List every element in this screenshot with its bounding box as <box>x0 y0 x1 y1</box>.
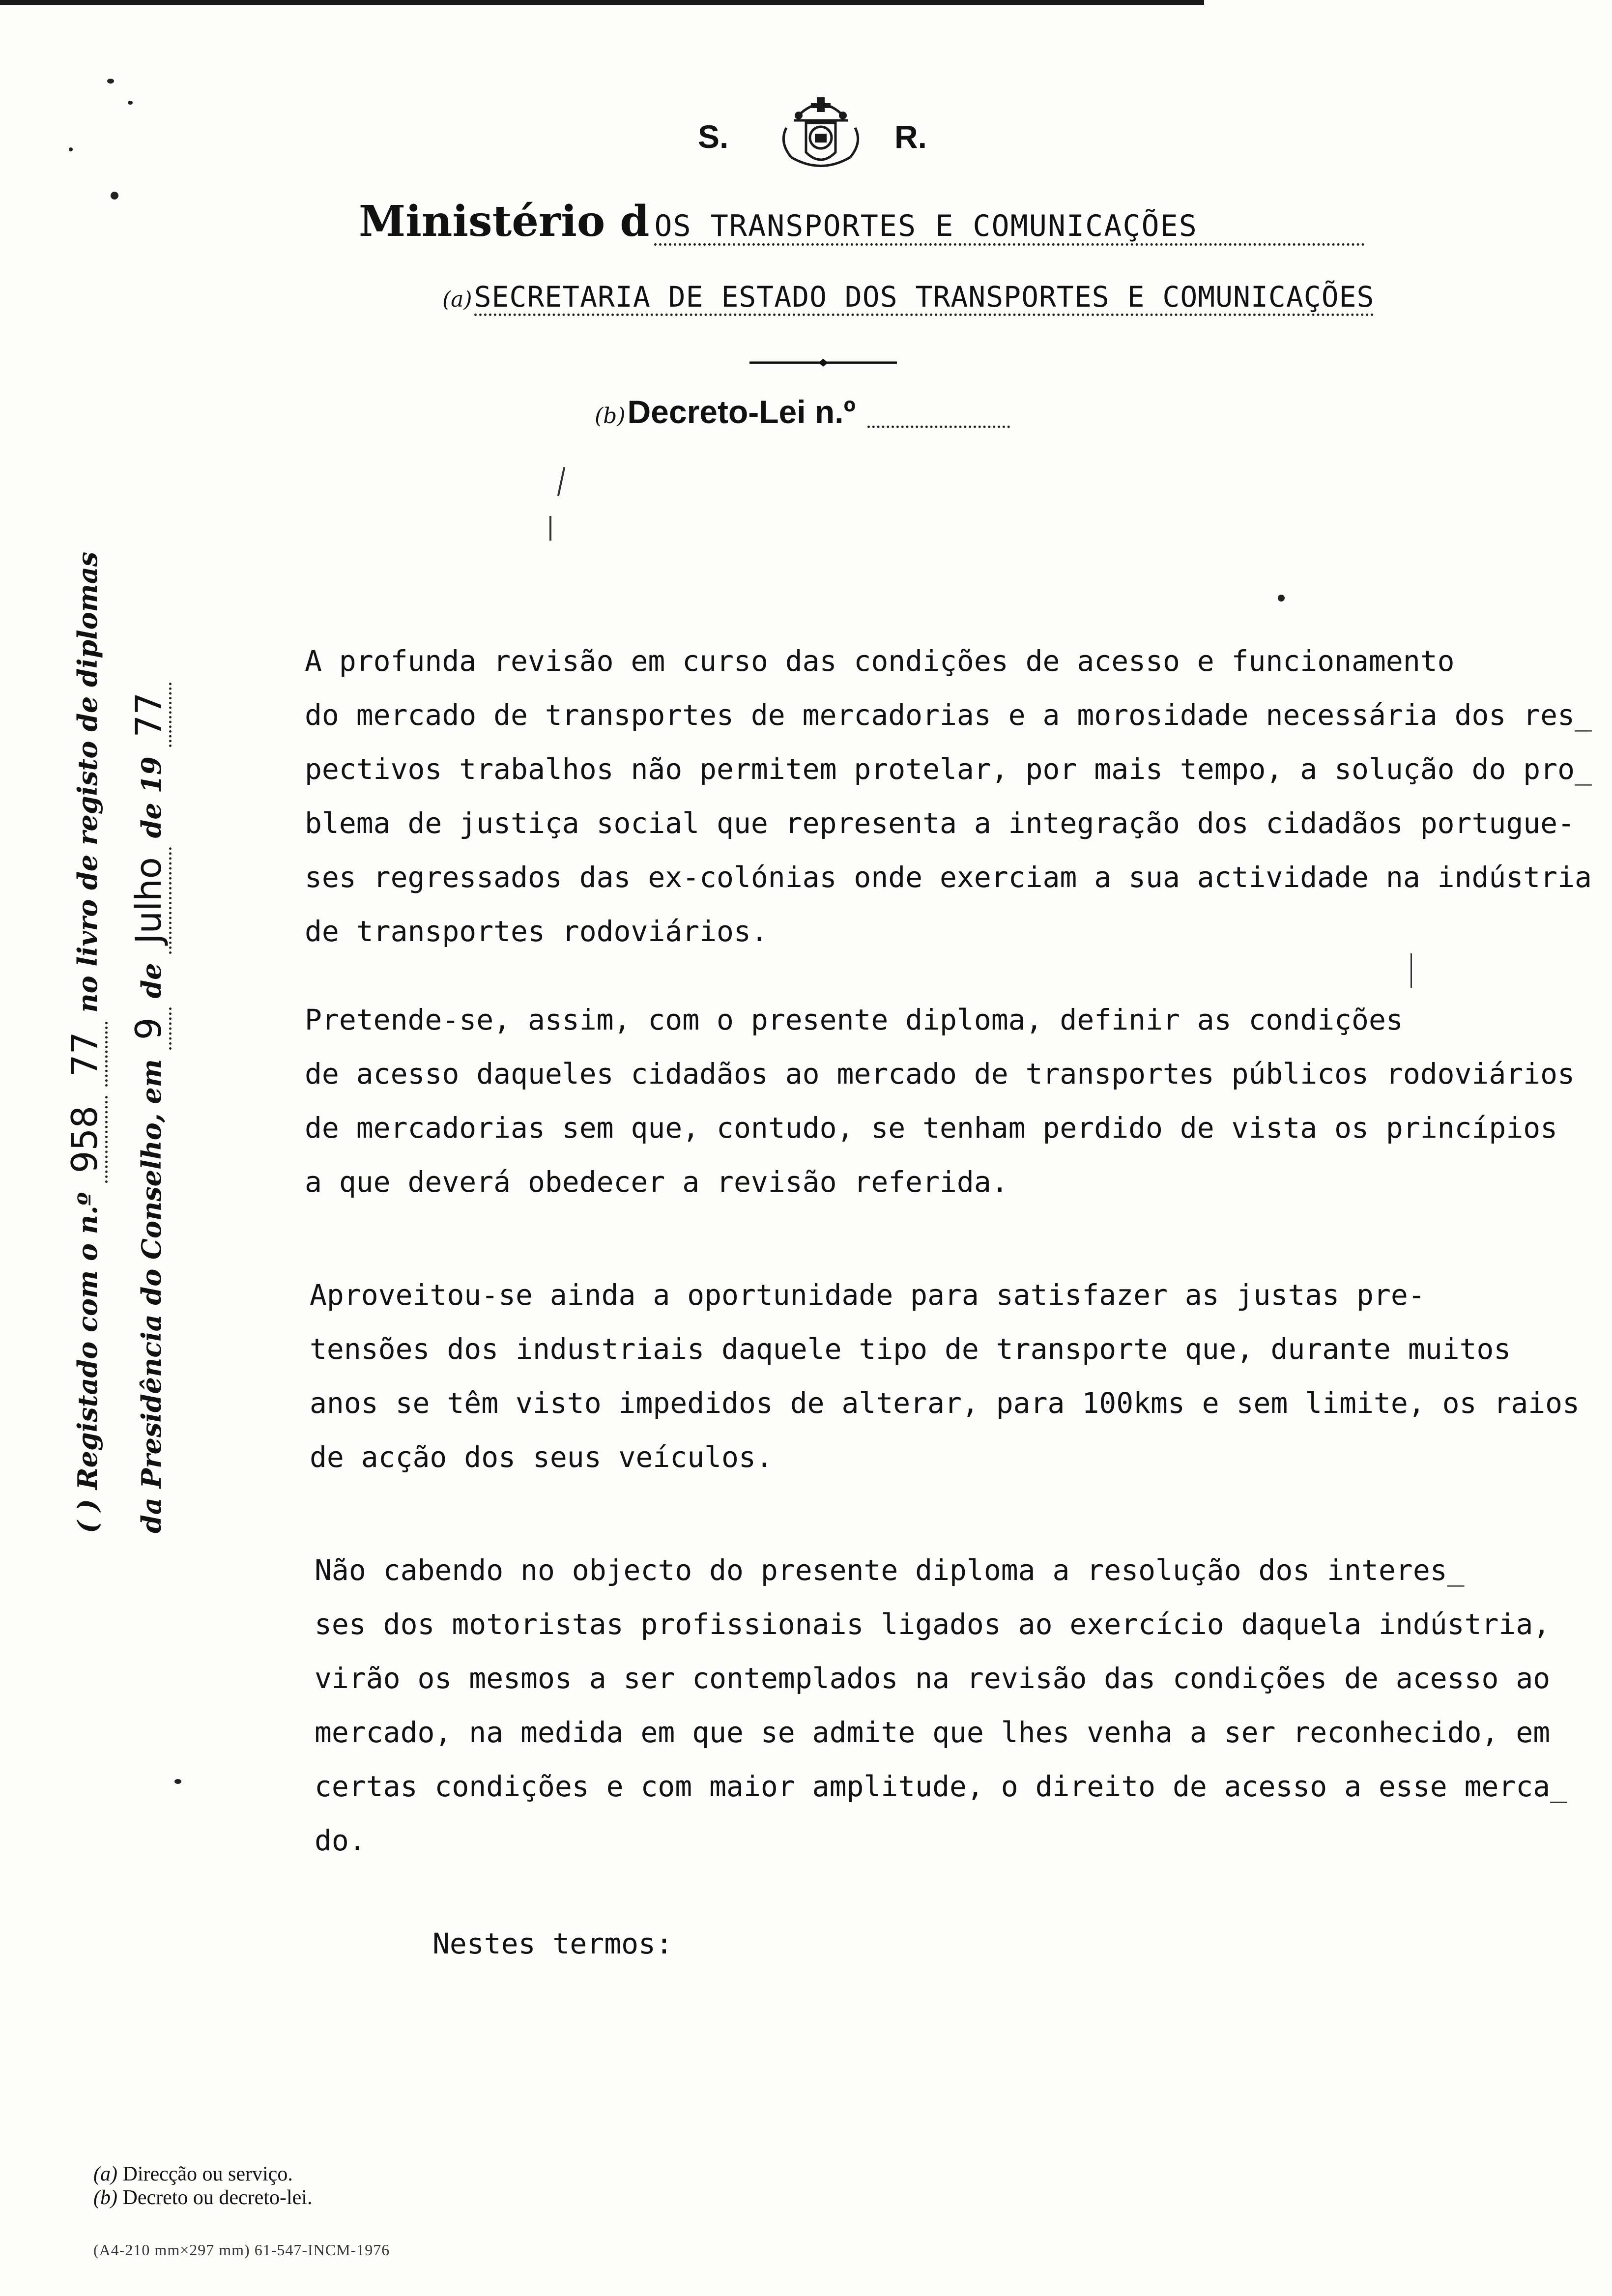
footnote-a-text: Direcção ou serviço. <box>122 2163 293 2185</box>
paragraph-1 <box>305 634 1592 958</box>
stamp-register-year: 77 <box>64 1022 108 1087</box>
footnote-b-mark: (b) <box>93 2186 117 2209</box>
footnotes <box>93 2162 312 2210</box>
secretaria-name: SECRETARIA DE ESTADO DOS TRANSPORTES E COMUNICAÇÕES <box>474 280 1375 316</box>
text-line: do mercado de transportes de mercadorias e a morosidade necessária dos res_ <box>305 698 1592 732</box>
stamp-year-prefix: de 19 <box>136 756 167 838</box>
ministry-label: Ministério d <box>359 197 650 246</box>
stamp-year: 77 <box>128 683 172 747</box>
stamp-council-prefix: da Presidência do Conselho, em <box>136 1059 167 1533</box>
footnote-b-text: Decreto ou decreto-lei. <box>122 2186 313 2209</box>
text-line: mercado, na medida em que se admite que lhes venha a ser reconhecido, em <box>315 1716 1551 1749</box>
ornament-divider <box>749 358 897 368</box>
header-left-letter: S. <box>698 118 729 155</box>
stamp-month: Julho <box>128 847 172 954</box>
decree-label: Decreto-Lei n.º <box>627 394 856 430</box>
text-line: ses regressados das ex-colónias onde exerciam a sua actividade na indústria <box>305 861 1592 894</box>
stamp-de: de <box>136 963 167 999</box>
text-line: A profunda revisão em curso das condições de acesso e funcionamento <box>305 644 1455 678</box>
secretaria-marker: (a) <box>442 287 472 312</box>
text-line: Aproveitou-se ainda a oportunidade para satisfazer as justas pre- <box>310 1278 1425 1312</box>
stamp-register-number: 958 <box>64 1096 108 1183</box>
header-emblem <box>698 93 973 177</box>
text-line: tensões dos industriais daquele tipo de transporte que, durante muitos <box>310 1332 1511 1366</box>
stamp-line-2 <box>128 683 172 1533</box>
closing-phrase: Nestes termos: <box>432 1927 673 1960</box>
footnote-b <box>93 2186 312 2210</box>
text-line: Pretende-se, assim, com o presente diploma, definir as condições <box>305 1003 1403 1036</box>
top-border-rule <box>0 0 1204 5</box>
header-right-letter: R. <box>894 118 927 155</box>
scan-speck <box>69 147 73 151</box>
footnote-a-mark: (a) <box>93 2163 117 2185</box>
text-line: de transportes rodoviários. <box>305 915 768 948</box>
decree-marker: (b) <box>595 403 626 429</box>
ministry-heading <box>359 197 1293 251</box>
text-line: blema de justiça social que representa a integração dos cidadãos portugue- <box>305 806 1575 840</box>
stamp-line-1 <box>64 552 108 1533</box>
text-line: pectivos trabalhos não permitem protelar, por mais tempo, a solução do pro_ <box>305 752 1592 786</box>
scan-speck <box>107 79 114 84</box>
text-line: virão os mesmos a ser contemplados na revisão das condições de acesso ao <box>315 1662 1551 1695</box>
text-line: de acção dos seus veículos. <box>310 1440 773 1474</box>
paragraph-3 <box>310 1268 1580 1484</box>
stamp-register-suffix: no livro de registo de diplomas <box>72 551 103 1013</box>
text-line: anos se têm visto impedidos de alterar, para 100kms e sem limite, os raios <box>310 1386 1580 1420</box>
paragraph-2 <box>305 993 1575 1209</box>
scan-speck <box>174 1779 181 1784</box>
scan-stroke <box>1410 953 1412 988</box>
decree-heading <box>595 393 1086 442</box>
scan-speck <box>111 192 118 200</box>
secretaria-heading <box>442 280 1376 324</box>
scan-speck <box>1278 595 1285 602</box>
print-code: (A4-210 mm×297 mm) 61-547-INCM-1976 <box>93 2241 390 2259</box>
text-line: Não cabendo no objecto do presente diploma a resolução dos interes_ <box>315 1553 1465 1587</box>
paragraph-4 <box>315 1543 1567 1867</box>
text-line: do. <box>315 1824 366 1857</box>
scan-stroke <box>549 516 551 541</box>
text-line: de mercadorias sem que, contudo, se tenham perdido de vista os princípios <box>305 1111 1558 1145</box>
scan-speck <box>128 101 133 105</box>
coat-of-arms-icon <box>772 93 870 177</box>
text-line: de acesso daqueles cidadãos ao mercado de transportes públicos rodoviários <box>305 1057 1575 1091</box>
footnote-a <box>93 2162 312 2186</box>
text-line: a que deverá obedecer a revisão referida. <box>305 1165 1008 1199</box>
ministry-name: OS TRANSPORTES E COMUNICAÇÕES <box>654 209 1365 246</box>
decree-number-blank <box>867 417 1010 428</box>
text-line: certas condições e com maior amplitude, o direito de acesso a esse merca_ <box>315 1770 1568 1803</box>
text-line: ses dos motoristas profissionais ligados ao exercício daquela indústria, <box>315 1607 1551 1641</box>
stamp-registered-prefix: ( ) Registado com o n.º <box>72 1192 103 1533</box>
stamp-day: 9 <box>128 1007 172 1050</box>
scan-stroke <box>557 467 565 496</box>
registration-margin-stamp <box>44 551 172 1533</box>
